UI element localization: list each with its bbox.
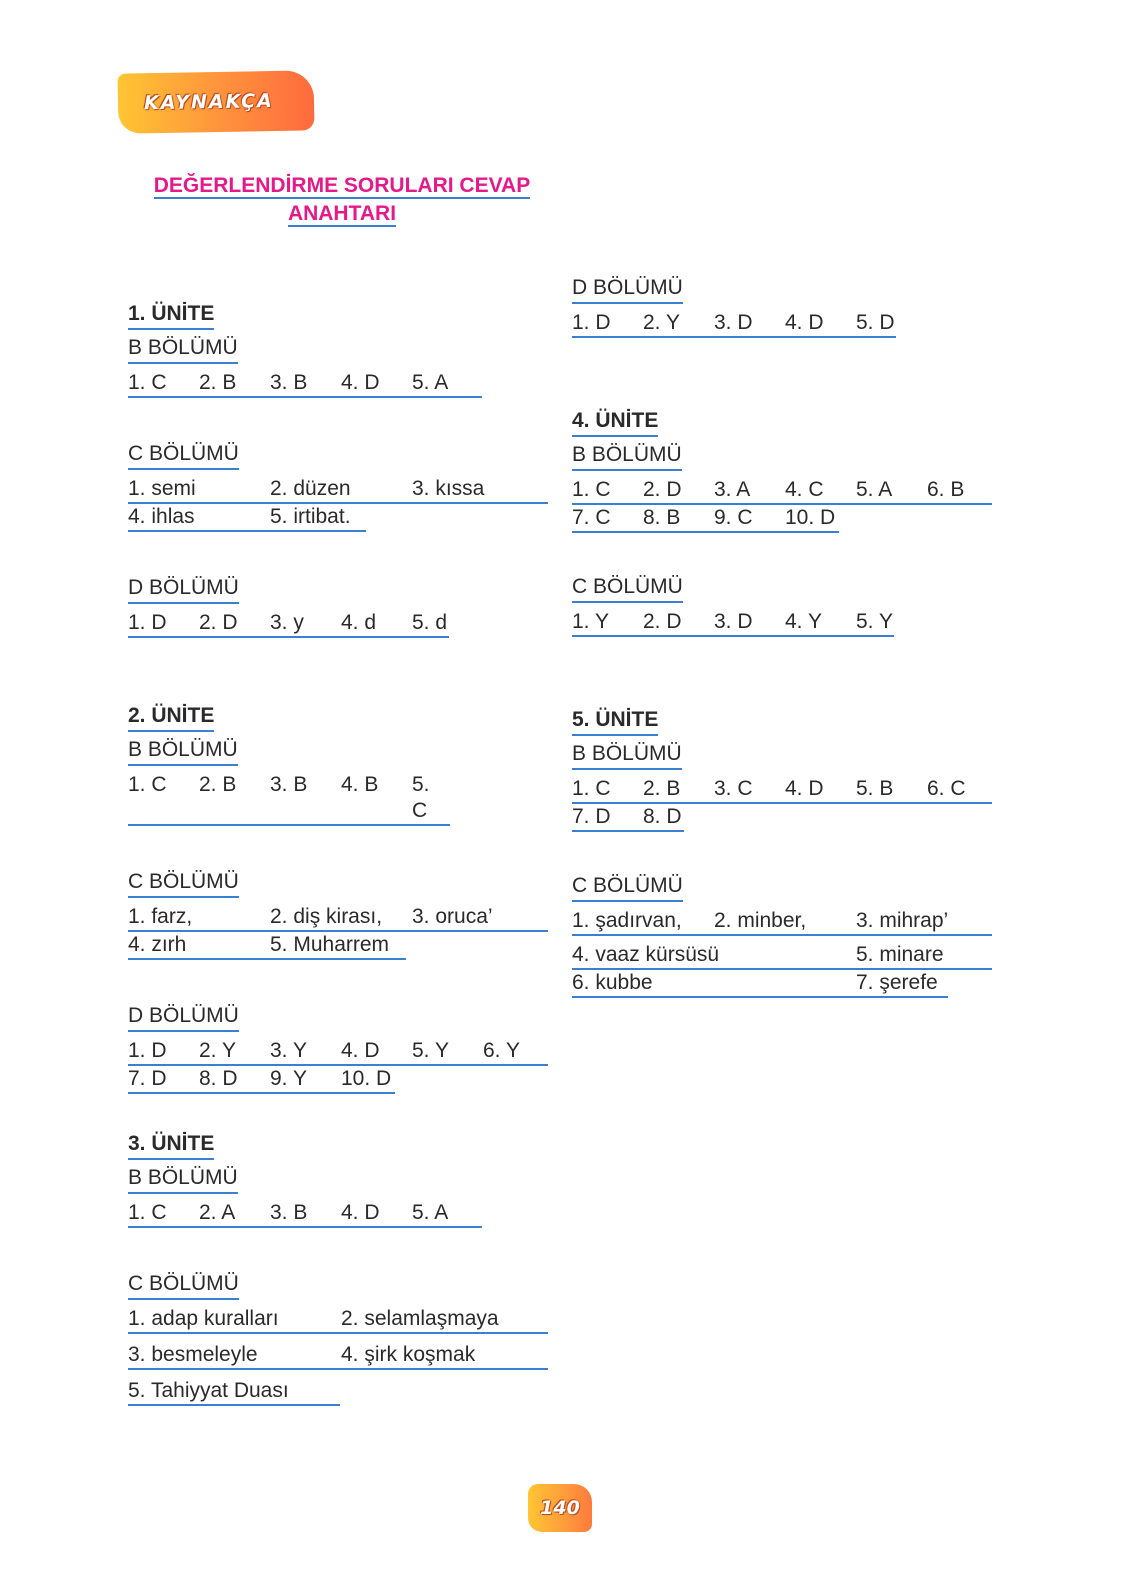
answer: 2. A [199, 1201, 236, 1224]
answer: 3. oruca’ [412, 905, 493, 928]
badge-label: KAYNAKÇA [143, 89, 274, 115]
kaynakca-badge [117, 70, 314, 133]
answer: 3. y [270, 611, 304, 634]
answer: 4. D [341, 1039, 380, 1062]
unit-1-c-row [128, 504, 366, 532]
answer: 10. D [785, 506, 836, 529]
unit-2-c-label: C BÖLÜMÜ [128, 868, 239, 898]
answer: 5. B [856, 777, 894, 800]
unit-5-c-row [572, 942, 992, 970]
answer: 4. ihlas [128, 505, 195, 528]
unit-3-c-row [128, 1306, 548, 1334]
answer: 5. Tahiyyat Duası [128, 1379, 289, 1402]
answer: 6. Y [483, 1039, 520, 1062]
unit-3-c-row [128, 1342, 548, 1370]
page-number: 140 [540, 1497, 580, 1519]
answer: 2. D [199, 611, 238, 634]
page-number-badge [528, 1484, 592, 1532]
unit-5-c-row [572, 908, 992, 936]
answer: 9. C [714, 506, 753, 529]
answer: 4. Y [785, 610, 822, 633]
title-line-1: DEĞERLENDİRME SORULARI CEVAP [153, 174, 531, 197]
unit-1-b-row [128, 370, 482, 398]
unit-3-d-continued [572, 270, 992, 338]
unit-4-b-label: B BÖLÜMÜ [572, 441, 682, 471]
unit-4 [572, 407, 992, 637]
unit-2-b-row [128, 772, 450, 826]
unit-2 [128, 702, 548, 1094]
answer: 5. minare [856, 943, 944, 966]
answer: 4. B [341, 773, 379, 796]
unit-3-title: 3. ÜNİTE [128, 1130, 214, 1160]
answer: 1. C [572, 777, 611, 800]
unit-1-c-label: C BÖLÜMÜ [128, 440, 239, 470]
answer: 5. C [412, 773, 430, 822]
answer: 2. B [199, 773, 237, 796]
answer: 5. A [412, 371, 449, 394]
unit-3-d-label: D BÖLÜMÜ [572, 274, 683, 304]
answer: 1. adap kuralları [128, 1307, 279, 1330]
unit-2-d-row [128, 1038, 548, 1066]
unit-1-d-label: D BÖLÜMÜ [128, 574, 239, 604]
answer: 4. C [785, 478, 824, 501]
answer: 1. C [128, 773, 167, 796]
answer: 3. B [270, 371, 308, 394]
answer: 2. Y [199, 1039, 236, 1062]
answer: 1. C [572, 478, 611, 501]
answer: 4. D [341, 371, 380, 394]
unit-2-d-label: D BÖLÜMÜ [128, 1002, 239, 1032]
answer: 1. D [128, 611, 167, 634]
answer: 2. selamlaşmaya [341, 1307, 499, 1330]
answer: 3. besmeleyle [128, 1343, 258, 1366]
answer: 1. D [128, 1039, 167, 1062]
answer: 7. D [128, 1067, 167, 1090]
answer: 3. mihrap’ [856, 909, 949, 932]
answer: 4. şirk koşmak [341, 1343, 476, 1366]
answer: 2. D [643, 478, 682, 501]
answer: 5. d [412, 611, 448, 634]
answer: 5. Y [856, 610, 893, 633]
unit-4-title: 4. ÜNİTE [572, 407, 658, 437]
answer: 3. kıssa [412, 477, 485, 500]
answer: 2. D [643, 610, 682, 633]
answer: 3. D [714, 311, 753, 334]
unit-5-c-row [572, 970, 948, 998]
answer: 7. D [572, 805, 611, 828]
answer: 8. B [643, 506, 681, 529]
answer: 1. semi [128, 477, 196, 500]
answer: 3. C [714, 777, 753, 800]
answer: 2. B [199, 371, 237, 394]
unit-2-b-label: B BÖLÜMÜ [128, 736, 238, 766]
unit-5-c-label: C BÖLÜMÜ [572, 872, 683, 902]
answer: 4. D [785, 777, 824, 800]
answer: 1. C [128, 371, 167, 394]
unit-5-b-row [572, 804, 684, 832]
answer: 4. d [341, 611, 377, 634]
answer: 2. B [643, 777, 681, 800]
answer: 2. düzen [270, 477, 351, 500]
answer: 3. B [270, 1201, 308, 1224]
answer: 6. kubbe [572, 971, 653, 994]
answer: 7. C [572, 506, 611, 529]
answer: 10. D [341, 1067, 392, 1090]
unit-3-c-label: C BÖLÜMÜ [128, 1270, 239, 1300]
unit-3-b-label: B BÖLÜMÜ [128, 1164, 238, 1194]
answer: 8. D [643, 805, 682, 828]
answer: 5. Muharrem [270, 933, 390, 956]
unit-2-d-row [128, 1066, 395, 1094]
answer: 3. A [714, 478, 751, 501]
unit-5-title: 5. ÜNİTE [572, 706, 658, 736]
unit-4-b-row [572, 505, 839, 533]
answer: 6. B [927, 478, 965, 501]
unit-4-b-row [572, 477, 992, 505]
title-line-2: ANAHTARI [287, 202, 397, 225]
answer: 4. vaaz kürsüsü [572, 943, 720, 966]
answer: 5. irtibat. [270, 505, 351, 528]
unit-1-title: 1. ÜNİTE [128, 300, 214, 330]
unit-2-c-row [128, 932, 406, 960]
unit-2-c-row [128, 904, 548, 932]
unit-5-b-label: B BÖLÜMÜ [572, 740, 682, 770]
unit-1-d-row [128, 610, 449, 638]
answer: 5. D [856, 311, 895, 334]
answer: 1. D [572, 311, 611, 334]
unit-3-b-row [128, 1200, 482, 1228]
unit-3-d-row [572, 310, 896, 338]
unit-1 [128, 300, 548, 638]
unit-5-b-row [572, 776, 992, 804]
answer: 6. C [927, 777, 966, 800]
answer: 5. Y [412, 1039, 449, 1062]
answer: 4. D [341, 1201, 380, 1224]
answer: 3. D [714, 610, 753, 633]
answer: 2. diş kirası, [270, 905, 383, 928]
answer: 5. A [856, 478, 893, 501]
answer: 1. C [128, 1201, 167, 1224]
answer: 4. zırh [128, 933, 187, 956]
answer: 2. minber, [714, 909, 807, 932]
unit-3-c-row [128, 1378, 340, 1406]
unit-1-b-label: B BÖLÜMÜ [128, 334, 238, 364]
answer: 7. şerefe [856, 971, 938, 994]
unit-3 [128, 1130, 548, 1406]
unit-4-c-label: C BÖLÜMÜ [572, 573, 683, 603]
unit-4-c-row [572, 609, 894, 637]
answer: 1. şadırvan, [572, 909, 682, 932]
answer: 9. Y [270, 1067, 307, 1090]
answer: 3. Y [270, 1039, 307, 1062]
unit-1-c-row [128, 476, 548, 504]
answer: 4. D [785, 311, 824, 334]
answer: 1. farz, [128, 905, 193, 928]
answer: 5. A [412, 1201, 449, 1224]
answer: 3. B [270, 773, 308, 796]
page-title [128, 172, 556, 228]
unit-2-title: 2. ÜNİTE [128, 702, 214, 732]
answer: 1. Y [572, 610, 609, 633]
unit-5 [572, 706, 992, 998]
answer: 8. D [199, 1067, 238, 1090]
answer: 2. Y [643, 311, 680, 334]
